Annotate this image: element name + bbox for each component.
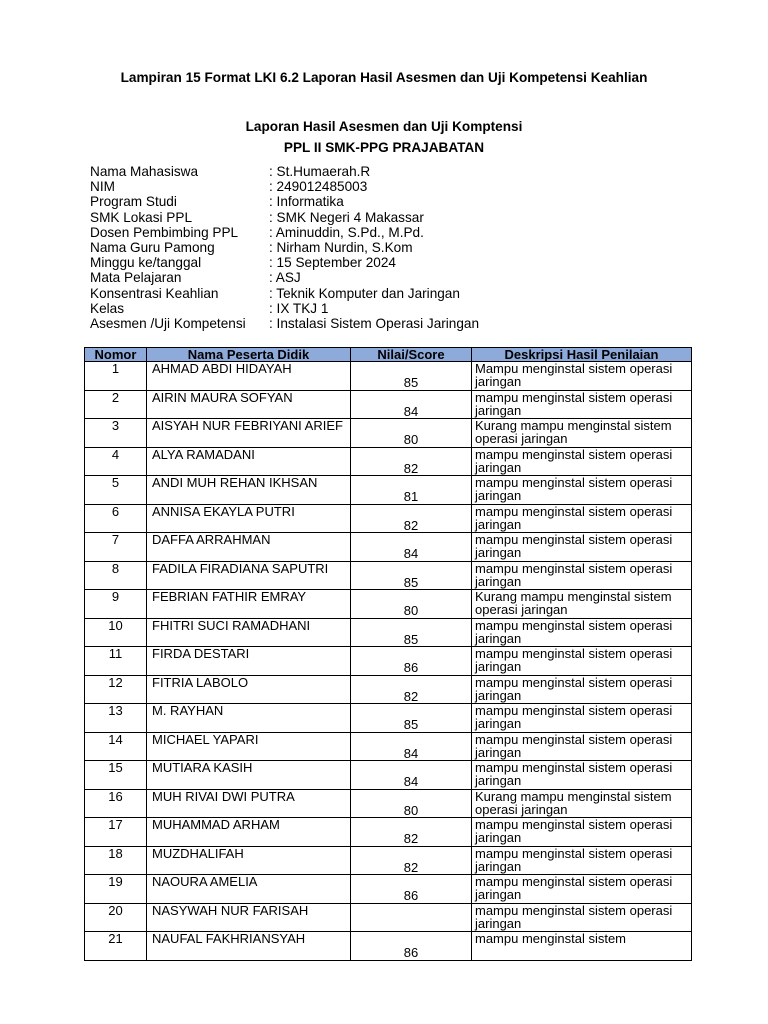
info-value: : St.Humaerah.R — [269, 164, 371, 179]
assessment-description: mampu menginstal sistem operasi jaringan — [472, 875, 692, 904]
info-value: : 15 September 2024 — [269, 255, 396, 271]
table-row — [85, 761, 692, 790]
report-subtitle: PPL II SMK-PPG PRAJABATAN — [283, 140, 485, 155]
assessment-description: Mampu menginstal sistem operasi jaringan — [472, 362, 692, 391]
student-name: MUZDHALIFAH — [147, 846, 351, 875]
score-value: 85 — [351, 618, 472, 647]
assessment-description: Kurang mampu menginstal sistem operasi jaringan — [472, 419, 692, 448]
info-label: Dosen Pembimbing PPL — [90, 224, 239, 240]
row-number: 1 — [85, 362, 147, 391]
row-number: 11 — [85, 647, 147, 676]
info-value: : IX TKJ 1 — [269, 300, 329, 316]
assessment-description: mampu menginstal sistem operasi jaringan — [472, 504, 692, 533]
row-number: 19 — [85, 875, 147, 904]
row-number: 5 — [85, 476, 147, 505]
info-label: Program Studi — [90, 194, 177, 210]
row-number: 14 — [85, 732, 147, 761]
row-number: 4 — [85, 447, 147, 476]
student-name: AISYAH NUR FEBRIYANI ARIEF — [147, 419, 351, 448]
info-row — [90, 164, 479, 179]
row-number: 2 — [85, 390, 147, 419]
info-value: : Aminuddin, S.Pd., M.Pd. — [269, 224, 424, 240]
page-heading: Lampiran 15 Format LKI 6.2 Laporan Hasil Asesmen dan Uji Kompetensi Keahlian — [120, 70, 648, 85]
table-row — [85, 590, 692, 619]
assessment-description: mampu menginstal sistem operasi jaringan — [472, 390, 692, 419]
info-label: Konsentrasi Keahlian — [90, 285, 219, 301]
score-value: 82 — [351, 447, 472, 476]
row-number: 8 — [85, 561, 147, 590]
student-name: ANDI MUH REHAN IKHSAN — [147, 476, 351, 505]
assessment-description: Kurang mampu menginstal sistem operasi jaringan — [472, 590, 692, 619]
table-row — [85, 932, 692, 961]
student-name: FEBRIAN FATHIR EMRAY — [147, 590, 351, 619]
assessment-description: mampu menginstal sistem operasi jaringan — [472, 675, 692, 704]
student-name: MICHAEL YAPARI — [147, 732, 351, 761]
header-nomor: Nomor — [85, 348, 147, 362]
table-row — [85, 903, 692, 932]
student-name: FHITRI SUCI RAMADHANI — [147, 618, 351, 647]
score-value: 80 — [351, 419, 472, 448]
student-name: MUTIARA KASIH — [147, 761, 351, 790]
row-number: 13 — [85, 704, 147, 733]
score-value: 82 — [351, 675, 472, 704]
assessment-description: Kurang mampu menginstal sistem operasi jaringan — [472, 789, 692, 818]
table-row — [85, 818, 692, 847]
header-nilai-score: Nilai/Score — [351, 348, 472, 362]
table-row — [85, 647, 692, 676]
info-value: : Nirham Nurdin, S.Kom — [269, 239, 413, 255]
row-number: 15 — [85, 761, 147, 790]
info-value: : Instalasi Sistem Operasi Jaringan — [269, 315, 480, 331]
student-name: MUH RIVAI DWI PUTRA — [147, 789, 351, 818]
info-row — [90, 240, 479, 255]
score-value: 84 — [351, 761, 472, 790]
row-number: 18 — [85, 846, 147, 875]
score-value: 85 — [351, 362, 472, 391]
info-row — [90, 179, 479, 194]
student-name: NASYWAH NUR FARISAH — [147, 903, 351, 932]
info-label: Asesmen /Uji Kompetensi — [90, 315, 246, 331]
info-row — [90, 255, 479, 270]
score-value: 85 — [351, 704, 472, 733]
info-label: Kelas — [90, 300, 125, 316]
score-value: 86 — [351, 875, 472, 904]
student-name: FITRIA LABOLO — [147, 675, 351, 704]
info-label: Nama Mahasiswa — [90, 164, 199, 179]
table-row — [85, 390, 692, 419]
assessment-description: mampu menginstal sistem operasi jaringan — [472, 647, 692, 676]
table-row — [85, 476, 692, 505]
row-number: 21 — [85, 932, 147, 961]
student-name: FIRDA DESTARI — [147, 647, 351, 676]
row-number: 12 — [85, 675, 147, 704]
header-nama-peserta-didik: Nama Peserta Didik — [147, 348, 351, 362]
info-row — [90, 316, 479, 331]
score-value: 85 — [351, 561, 472, 590]
score-value: 82 — [351, 818, 472, 847]
table-row — [85, 732, 692, 761]
student-name: M. RAYHAN — [147, 704, 351, 733]
student-name: ALYA RAMADANI — [147, 447, 351, 476]
info-row — [90, 210, 479, 225]
info-row — [90, 286, 479, 301]
table-row — [85, 362, 692, 391]
row-number: 20 — [85, 903, 147, 932]
assessment-description: mampu menginstal sistem operasi jaringan — [472, 618, 692, 647]
student-name: FADILA FIRADIANA SAPUTRI — [147, 561, 351, 590]
student-name: NAUFAL FAKHRIANSYAH — [147, 932, 351, 961]
row-number: 7 — [85, 533, 147, 562]
assessment-table — [84, 347, 692, 961]
table-row — [85, 875, 692, 904]
assessment-description: mampu menginstal sistem operasi jaringan — [472, 533, 692, 562]
table-row — [85, 789, 692, 818]
row-number: 3 — [85, 419, 147, 448]
table-row — [85, 675, 692, 704]
info-label: NIM — [90, 179, 115, 195]
assessment-description: mampu menginstal sistem operasi jaringan — [472, 704, 692, 733]
student-name: AHMAD ABDI HIDAYAH — [147, 362, 351, 391]
info-row — [90, 270, 479, 285]
info-label: Mata Pelajaran — [90, 270, 182, 286]
assessment-description: mampu menginstal sistem operasi jaringan — [472, 903, 692, 932]
score-value: 82 — [351, 504, 472, 533]
info-value: : SMK Negeri 4 Makassar — [269, 209, 424, 225]
score-value: 80 — [351, 789, 472, 818]
assessment-description: mampu menginstal sistem operasi jaringan — [472, 476, 692, 505]
score-value: 80 — [351, 590, 472, 619]
row-number: 16 — [85, 789, 147, 818]
row-number: 9 — [85, 590, 147, 619]
score-value: 82 — [351, 846, 472, 875]
info-value: : Informatika — [269, 194, 344, 210]
assessment-description: mampu menginstal sistem operasi jaringan — [472, 818, 692, 847]
student-info-block — [90, 164, 479, 331]
table-row — [85, 704, 692, 733]
score-value: 86 — [351, 932, 472, 961]
score-value: 86 — [351, 647, 472, 676]
assessment-description: mampu menginstal sistem operasi jaringan — [472, 561, 692, 590]
row-number: 6 — [85, 504, 147, 533]
info-value: : 249012485003 — [269, 179, 368, 195]
row-number: 10 — [85, 618, 147, 647]
score-value: 81 — [351, 476, 472, 505]
assessment-description: mampu menginstal sistem — [472, 932, 692, 961]
table-row — [85, 846, 692, 875]
assessment-description: mampu menginstal sistem operasi jaringan — [472, 732, 692, 761]
header-deskripsi: Deskripsi Hasil Penilaian — [472, 348, 692, 362]
info-label: Nama Guru Pamong — [90, 239, 215, 255]
info-label: SMK Lokasi PPL — [90, 209, 192, 225]
info-row — [90, 194, 479, 209]
table-row — [85, 447, 692, 476]
info-row — [90, 225, 479, 240]
table-row — [85, 419, 692, 448]
info-value: : Teknik Komputer dan Jaringan — [269, 285, 460, 301]
score-value: 84 — [351, 533, 472, 562]
student-name: ANNISA EKAYLA PUTRI — [147, 504, 351, 533]
assessment-description: mampu menginstal sistem operasi jaringan — [472, 761, 692, 790]
table-row — [85, 533, 692, 562]
student-name: NAOURA AMELIA — [147, 875, 351, 904]
row-number: 17 — [85, 818, 147, 847]
table-header-row — [85, 348, 692, 362]
table-row — [85, 618, 692, 647]
assessment-description: mampu menginstal sistem operasi jaringan — [472, 846, 692, 875]
score-value: 84 — [351, 390, 472, 419]
student-name: AIRIN MAURA SOFYAN — [147, 390, 351, 419]
table-row — [85, 504, 692, 533]
student-name: MUHAMMAD ARHAM — [147, 818, 351, 847]
score-value: 84 — [351, 732, 472, 761]
table-row — [85, 561, 692, 590]
score-value — [351, 903, 472, 932]
assessment-description: mampu menginstal sistem operasi jaringan — [472, 447, 692, 476]
info-label: Minggu ke/tanggal — [90, 255, 202, 271]
student-name: DAFFA ARRAHMAN — [147, 533, 351, 562]
info-value: : ASJ — [269, 270, 301, 286]
report-title: Laporan Hasil Asesmen dan Uji Komptensi — [245, 119, 523, 134]
info-row — [90, 301, 479, 316]
